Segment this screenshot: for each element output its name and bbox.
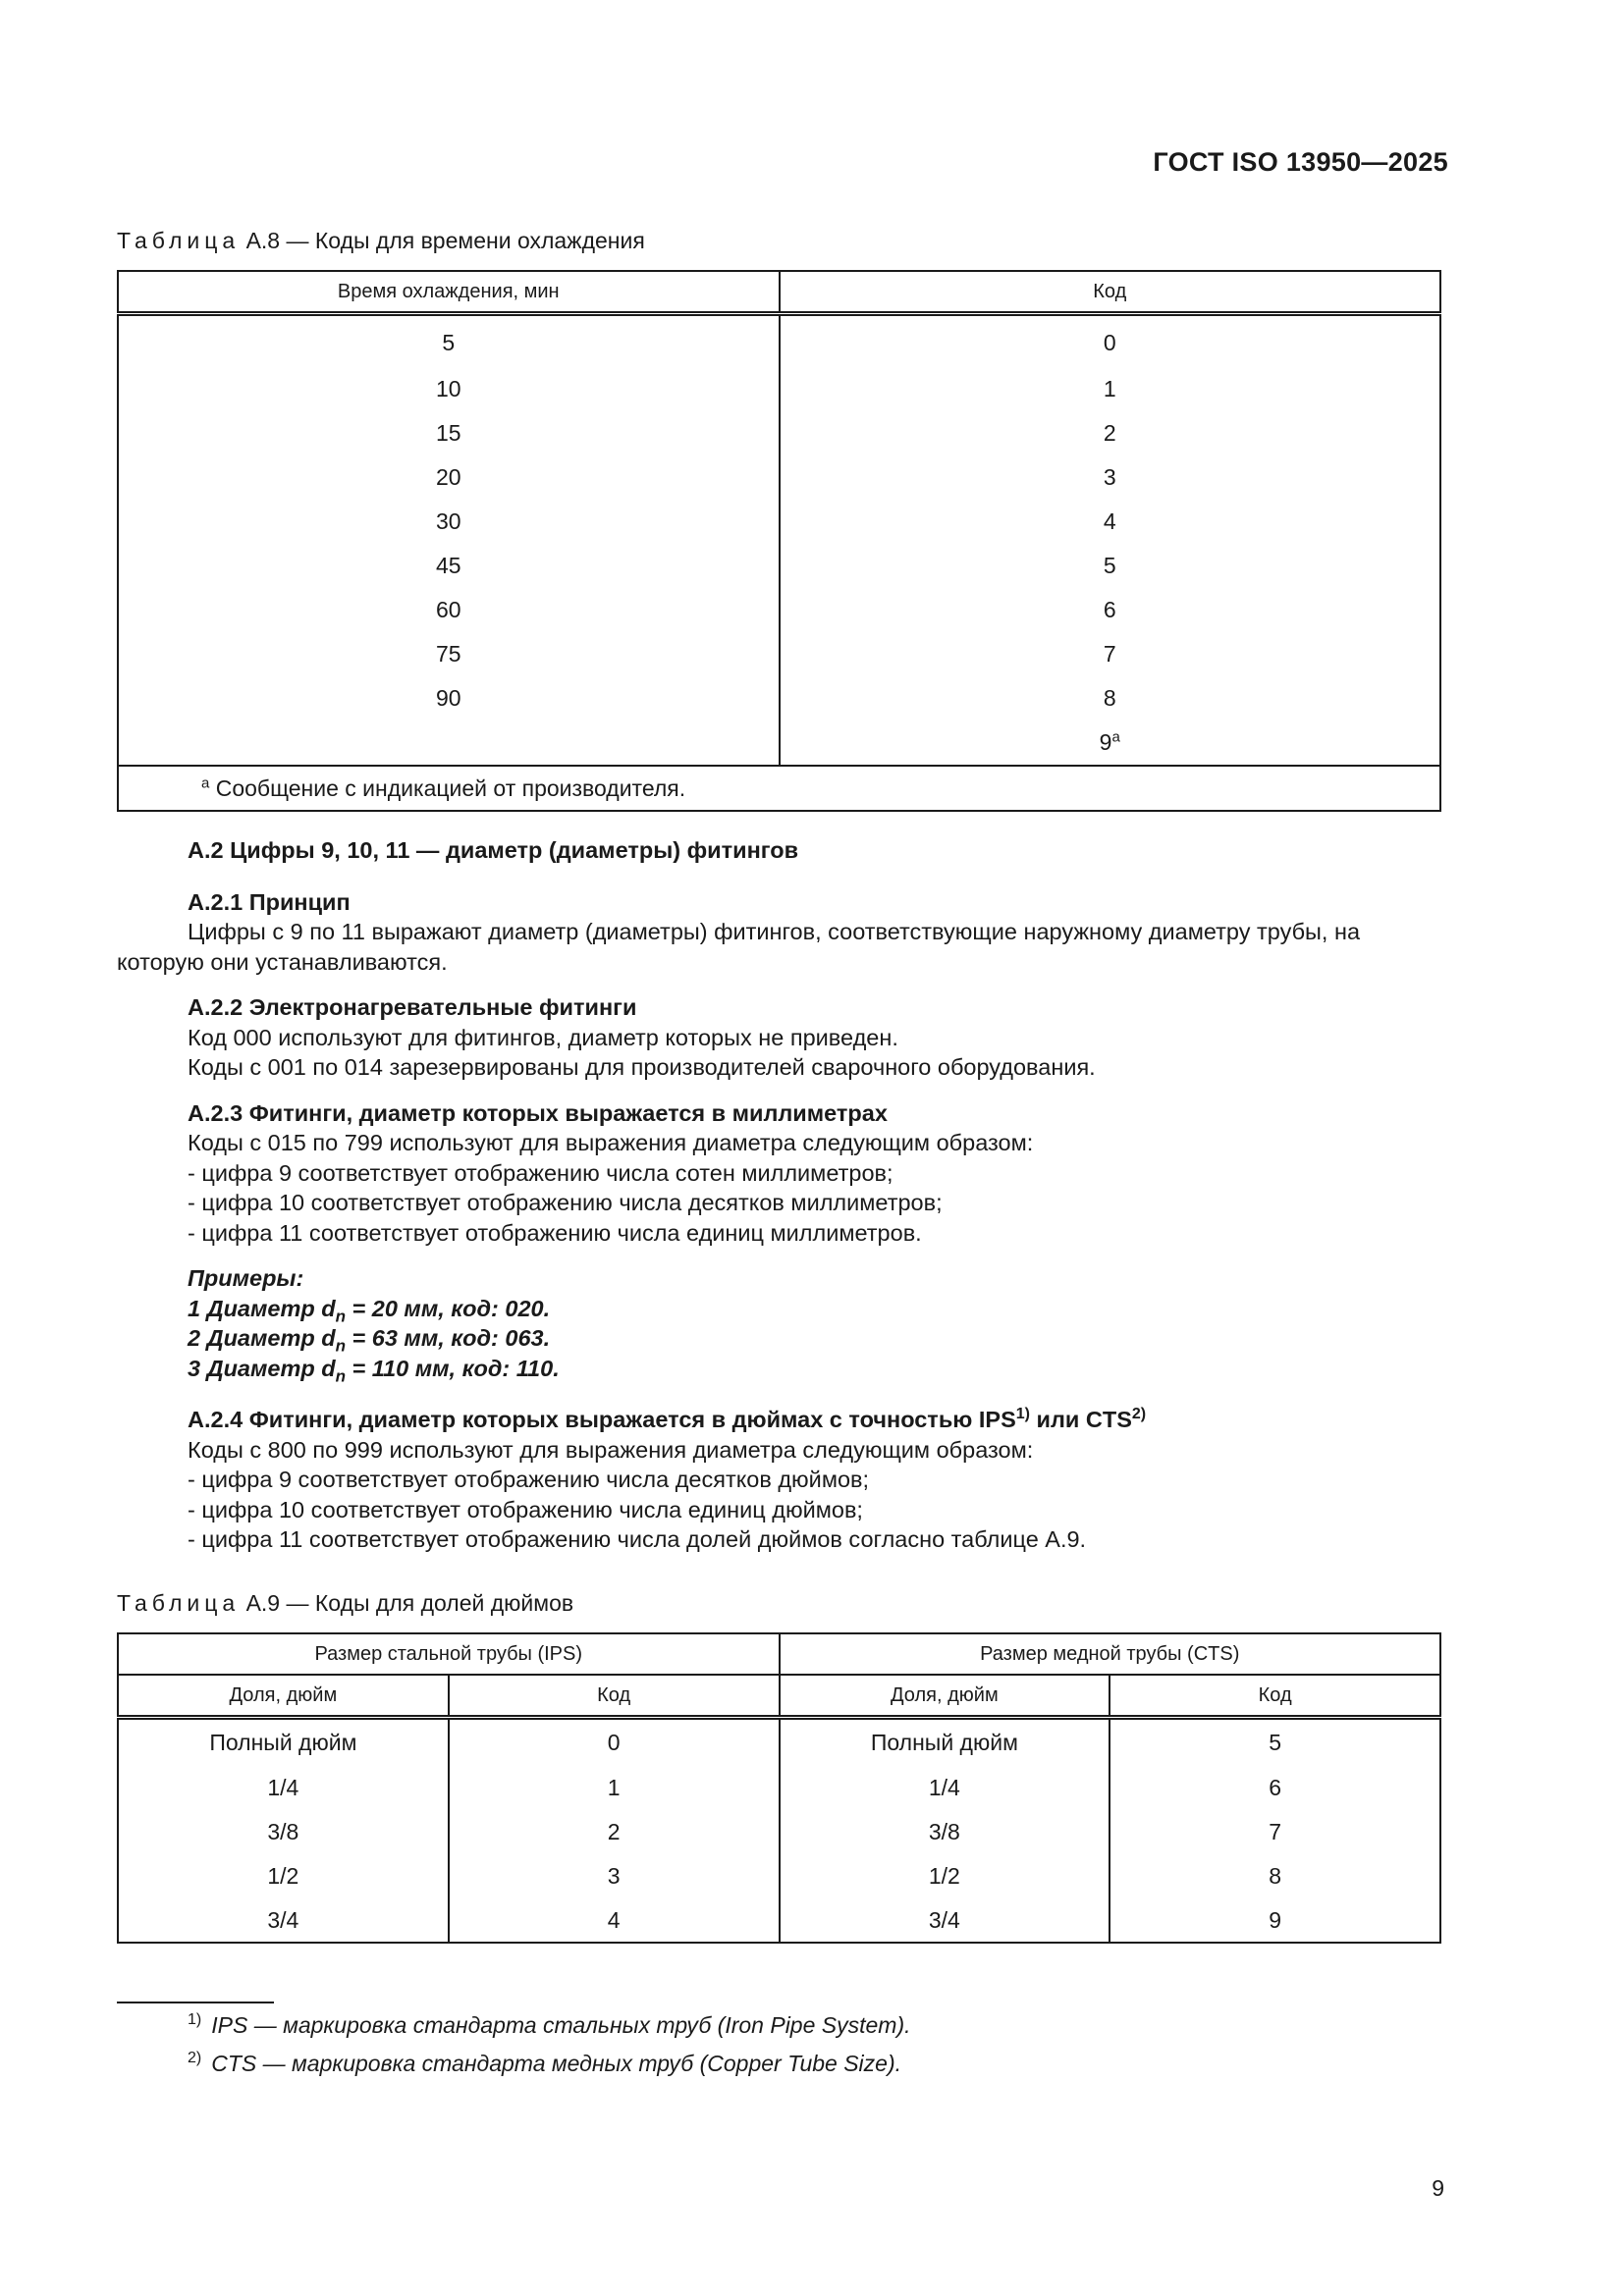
heading-text: или CTS (1029, 1407, 1132, 1432)
cell-code: 2 (449, 1810, 780, 1854)
cell-code: 8 (1110, 1854, 1440, 1898)
example-line (117, 1323, 1441, 1354)
page-number: 9 (1432, 2175, 1444, 2201)
table-row (118, 676, 1440, 721)
table-a8-caption (117, 228, 645, 254)
table-label: Таблица (117, 228, 241, 253)
column-header-fraction: Доля, дюйм (118, 1675, 449, 1718)
paragraph-line: которую они устанавливаются. (117, 948, 448, 975)
cell-code: 6 (780, 588, 1441, 632)
table-label: Таблица (117, 1590, 241, 1616)
footnote-text: IPS — маркировка стандарта стальных труб (Iron Pipe System). (211, 2012, 911, 2038)
cell-fraction: 3/8 (118, 1810, 449, 1854)
example-text: 2 Диаметр d (188, 1325, 336, 1351)
cell-code: 0 (780, 314, 1441, 368)
cell-code: 2 (780, 411, 1441, 455)
cell-time: 45 (118, 544, 780, 588)
table-a9-title: А.9 — Коды для долей дюймов (245, 1590, 574, 1616)
cell-time-empty (118, 721, 780, 766)
column-header-cooling-time: Время охлаждения, мин (118, 271, 780, 314)
cell-time: 60 (118, 588, 780, 632)
cell-code-value: 9 (1099, 729, 1112, 755)
subscript: n (335, 1307, 346, 1326)
example-line (117, 1294, 1441, 1324)
cell-fraction: Полный дюйм (118, 1718, 449, 1767)
document-number-header: ГОСТ ISO 13950—2025 (1153, 147, 1448, 177)
table-row (118, 1854, 1440, 1898)
cell-fraction: 1/4 (118, 1766, 449, 1810)
table-row (118, 632, 1440, 676)
subscript: n (335, 1336, 346, 1356)
cell-time: 15 (118, 411, 780, 455)
cell-code: 8 (780, 676, 1441, 721)
cell-code: 9 (1110, 1898, 1440, 1943)
cell-fraction: 1/4 (780, 1766, 1110, 1810)
cell-code: 4 (449, 1898, 780, 1943)
example-text: = 20 мм, код: 020. (345, 1295, 551, 1321)
list-item: - цифра 9 соответствует отображению числа десятков дюймов; (188, 1467, 870, 1492)
footnote-mark: a (201, 774, 210, 791)
table-row (118, 411, 1440, 455)
example-line (117, 1354, 1441, 1384)
footnote-separator (117, 2002, 274, 2003)
cell-code: 3 (780, 455, 1441, 500)
example-text: = 63 мм, код: 063. (345, 1325, 551, 1351)
list-item: - цифра 11 соответствует отображению числа единиц миллиметров. (188, 1219, 922, 1246)
cell-code: 6 (1110, 1766, 1440, 1810)
paragraph-line: Коды с 800 по 999 используют для выражения диаметра следующим образом: (188, 1436, 1034, 1463)
column-header-code: Код (1110, 1675, 1440, 1718)
column-header-code: Код (780, 271, 1441, 314)
footnote-mark: 1) (188, 2011, 202, 2029)
cell-fraction: Полный дюйм (780, 1718, 1110, 1767)
column-header-fraction: Доля, дюйм (780, 1675, 1110, 1718)
group-header-ips: Размер стальной трубы (IPS) (118, 1633, 780, 1675)
cell-code (780, 721, 1441, 766)
paragraph-line: Цифры с 9 по 11 выражают диаметр (диаметры) фитингов, соответствующие наружному диаметру трубы, на (188, 919, 1361, 944)
cell-code: 7 (780, 632, 1441, 676)
cell-code: 5 (780, 544, 1441, 588)
cell-code: 1 (449, 1766, 780, 1810)
section-heading: А.2 Цифры 9, 10, 11 — диаметр (диаметры) фитингов (188, 837, 799, 863)
table-note-text: Сообщение с индикацией от производителя. (215, 774, 686, 801)
cell-code: 0 (449, 1718, 780, 1767)
list-item: - цифра 10 соответствует отображению числа десятков миллиметров; (188, 1190, 943, 1215)
table-row (118, 1810, 1440, 1854)
footnote-text: CTS — маркировка стандарта медных труб (Copper Tube Size). (211, 2051, 902, 2076)
table-a8-title: А.8 — Коды для времени охлаждения (245, 228, 645, 253)
table-a8 (117, 270, 1441, 812)
table-row (118, 588, 1440, 632)
table-row (118, 544, 1440, 588)
cell-code: 1 (780, 367, 1441, 411)
cell-time: 75 (118, 632, 780, 676)
footnote (188, 2051, 901, 2077)
footnote-ref: 2) (1131, 1406, 1147, 1423)
footnote-mark: 2) (188, 2050, 202, 2067)
list-item: - цифра 9 соответствует отображению числа сотен миллиметров; (188, 1159, 893, 1186)
cell-time: 90 (118, 676, 780, 721)
table-row (118, 314, 1440, 368)
paragraph-line: Код 000 используют для фитингов, диаметр которых не приведен. (188, 1024, 898, 1050)
subsection-heading: А.2.3 Фитинги, диаметр которых выражается в миллиметрах (188, 1099, 888, 1126)
cell-fraction: 3/4 (118, 1898, 449, 1943)
group-header-cts: Размер медной трубы (CTS) (780, 1633, 1441, 1675)
cell-time: 20 (118, 455, 780, 500)
paragraph-line: Коды с 001 по 014 зарезервированы для производителей сварочного оборудования. (188, 1054, 1096, 1080)
subsection-heading: А.2.1 Принцип (188, 888, 351, 915)
table-row (118, 1766, 1440, 1810)
table-row (118, 1898, 1440, 1943)
table-row (118, 1718, 1440, 1767)
cell-time: 10 (118, 367, 780, 411)
cell-code: 4 (780, 500, 1441, 544)
subsection-heading (117, 1405, 1441, 1435)
cell-code: 5 (1110, 1718, 1440, 1767)
section-a2 (117, 835, 1441, 1555)
cell-code: 3 (449, 1854, 780, 1898)
table-a9-caption (117, 1590, 573, 1617)
example-text: = 110 мм, код: 110. (345, 1355, 560, 1381)
column-header-code: Код (449, 1675, 780, 1718)
footnote-ref: 1) (1015, 1406, 1030, 1423)
cell-fraction: 3/4 (780, 1898, 1110, 1943)
cell-fraction: 1/2 (780, 1854, 1110, 1898)
example-text: 3 Диаметр d (188, 1355, 336, 1381)
table-row (118, 367, 1440, 411)
example-text: 1 Диаметр d (188, 1295, 336, 1321)
list-item: - цифра 11 соответствует отображению числа долей дюймов согласно таблице А.9. (188, 1526, 1087, 1552)
table-note (118, 766, 1440, 811)
table-a9 (117, 1632, 1441, 1944)
footnote (188, 2012, 911, 2039)
list-item: - цифра 10 соответствует отображению числа единиц дюймов; (188, 1496, 863, 1522)
subscript: n (335, 1366, 346, 1386)
table-row (118, 455, 1440, 500)
footnote-mark: a (1111, 728, 1120, 746)
examples-title: Примеры: (188, 1265, 304, 1291)
cell-fraction: 1/2 (118, 1854, 449, 1898)
table-row (118, 721, 1440, 766)
cell-code: 7 (1110, 1810, 1440, 1854)
heading-text: А.2.4 Фитинги, диаметр которых выражается в дюймах с точностью IPS (188, 1407, 1016, 1432)
cell-time: 30 (118, 500, 780, 544)
subsection-heading: А.2.2 Электронагревательные фитинги (188, 994, 637, 1020)
cell-fraction: 3/8 (780, 1810, 1110, 1854)
cell-time: 5 (118, 314, 780, 368)
table-row (118, 500, 1440, 544)
paragraph-line: Коды с 015 по 799 используют для выражения диаметра следующим образом: (188, 1130, 1034, 1155)
